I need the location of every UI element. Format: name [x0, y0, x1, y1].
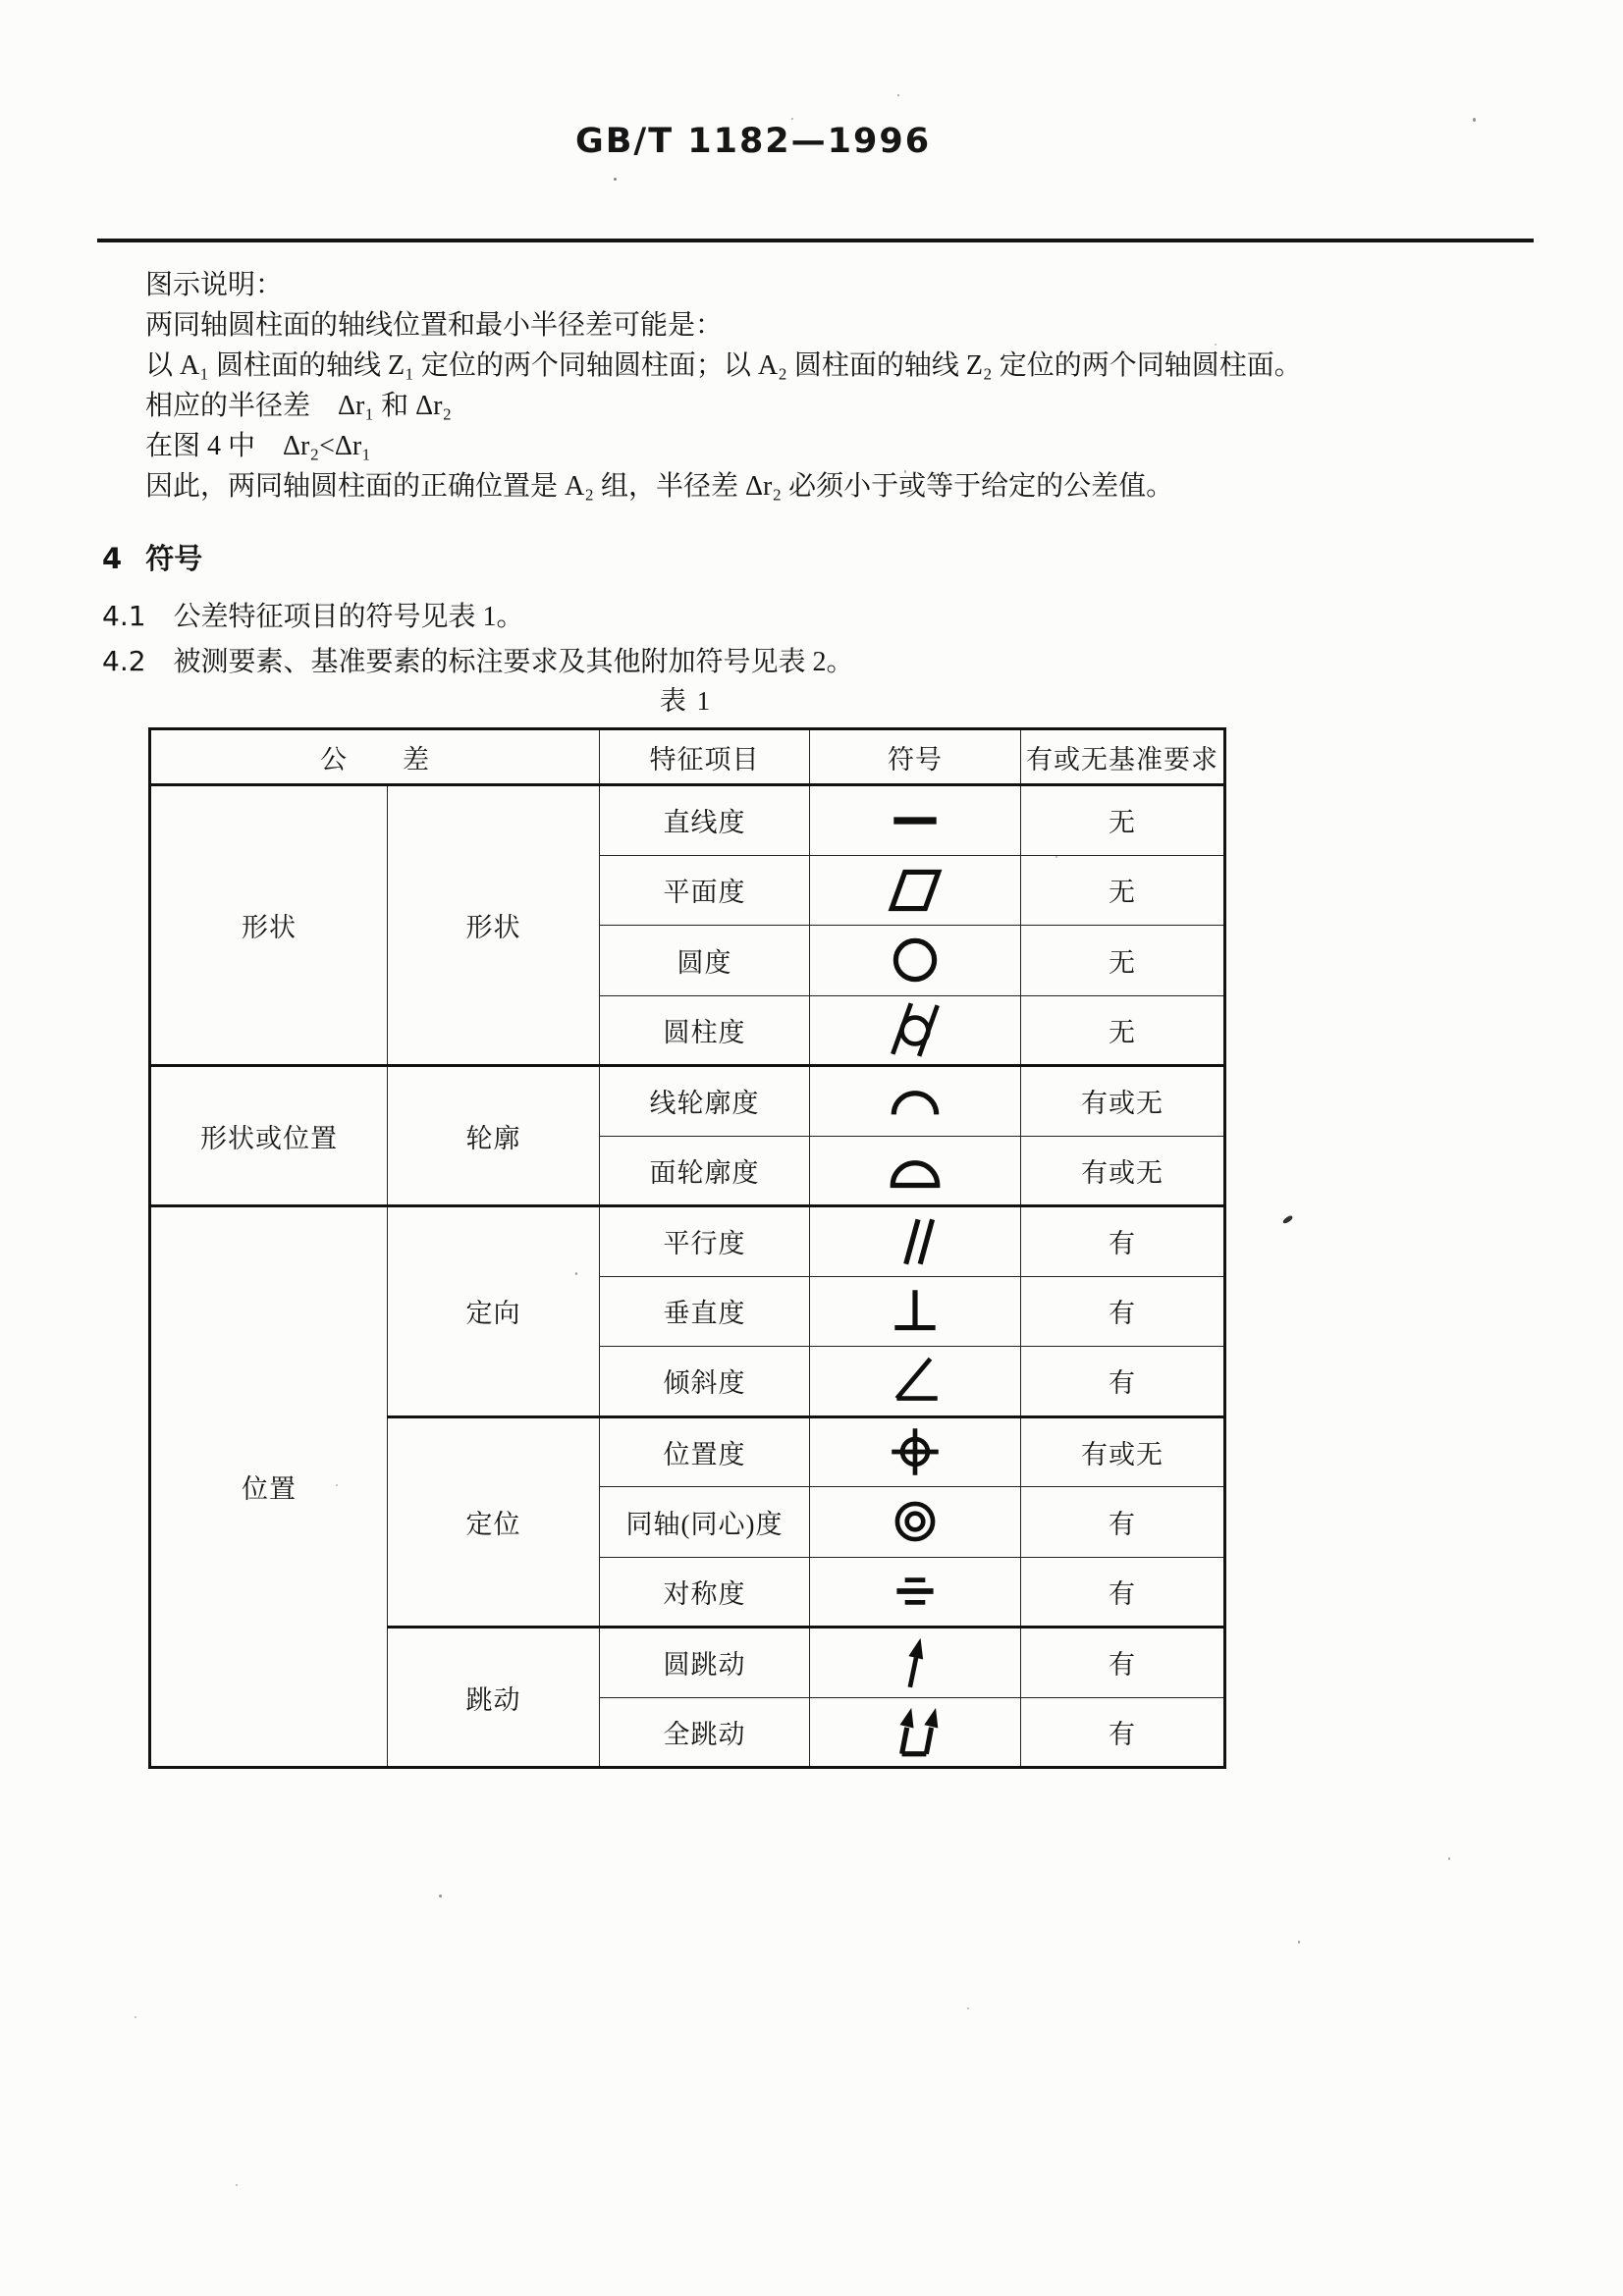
feature-name-cell: 圆跳动 — [600, 1628, 810, 1698]
symmetry-icon — [885, 1561, 946, 1622]
intro-line: 图示说明： — [145, 270, 284, 300]
datum-requirement-cell: 有 — [1021, 1347, 1225, 1417]
intro-line: 相应的半径差 Δr₁ 和 Δr₂ — [145, 391, 453, 421]
feature-name-cell: 圆度 — [600, 926, 810, 996]
col-header-symbol: 符号 — [810, 729, 1021, 785]
clause-4-1 — [102, 595, 524, 634]
profile-of-surface-icon — [885, 1140, 946, 1201]
symbol-cell — [810, 1066, 1021, 1137]
tolerance-class-cell: 位置 — [150, 1206, 388, 1768]
feature-name-cell: 位置度 — [600, 1416, 810, 1487]
symbol-cell — [810, 1697, 1021, 1768]
table-row — [150, 785, 1225, 856]
scan-speck — [575, 1272, 577, 1275]
clause-text: 被测要素、基准要素的标注要求及其他附加符号见表 2。 — [173, 647, 854, 677]
datum-requirement-cell: 有或无 — [1021, 1066, 1225, 1137]
scan-speck — [1298, 1941, 1300, 1944]
scan-speck — [1473, 118, 1476, 122]
scan-speck — [1215, 344, 1217, 346]
datum-requirement-cell: 无 — [1021, 926, 1225, 996]
scan-speck — [791, 118, 793, 120]
section-heading — [102, 537, 202, 577]
tolerance-symbols-table — [148, 727, 1226, 1769]
clause-number: 4.1 — [102, 600, 146, 632]
coaxiality-icon — [885, 1491, 946, 1552]
intro-line: 在图 4 中 Δr₂<Δr₁ — [145, 431, 371, 461]
tolerance-subclass-cell: 形状 — [388, 785, 600, 1066]
table-row — [150, 1066, 1225, 1137]
feature-name-cell: 垂直度 — [600, 1276, 810, 1347]
datum-requirement-cell: 有 — [1021, 1487, 1225, 1558]
scan-speck — [135, 2016, 136, 2018]
datum-requirement-cell: 无 — [1021, 855, 1225, 926]
feature-name-cell: 直线度 — [600, 785, 810, 856]
circular-runout-icon — [885, 1632, 946, 1693]
table1-body — [150, 785, 1225, 1768]
datum-requirement-cell: 无 — [1021, 995, 1225, 1066]
datum-requirement-cell: 有 — [1021, 1697, 1225, 1768]
scan-speck — [1448, 1857, 1450, 1860]
scan-speck — [236, 2184, 238, 2186]
scan-speck — [904, 470, 906, 473]
feature-name-cell: 全跳动 — [600, 1697, 810, 1768]
symbol-cell — [810, 926, 1021, 996]
scan-speck — [897, 94, 899, 96]
profile-of-line-icon — [885, 1071, 946, 1132]
straightness-icon — [885, 790, 946, 851]
datum-requirement-cell: 有 — [1021, 1276, 1225, 1347]
intro-line: 因此，两同轴圆柱面的正确位置是 A₂ 组，半径差 Δr₂ 必须小于或等于给定的公差值。 — [145, 471, 1174, 502]
feature-name-cell: 对称度 — [600, 1557, 810, 1628]
datum-requirement-cell: 有 — [1021, 1557, 1225, 1628]
clause-number: 4.2 — [102, 645, 146, 677]
intro-paragraphs — [145, 265, 1540, 507]
datum-requirement-cell: 有或无 — [1021, 1416, 1225, 1487]
col-header-tolerance: 公 差 — [150, 729, 600, 785]
section-title: 符号 — [145, 544, 203, 575]
datum-requirement-cell: 有 — [1021, 1628, 1225, 1698]
tolerance-subclass-cell: 定向 — [388, 1206, 600, 1417]
flatness-icon — [885, 860, 946, 921]
feature-name-cell: 平面度 — [600, 855, 810, 926]
symbol-cell — [810, 1206, 1021, 1277]
scan-speck — [336, 1484, 338, 1486]
symbol-cell — [810, 785, 1021, 856]
table-header-row — [150, 729, 1225, 785]
symbol-cell — [810, 855, 1021, 926]
feature-name-cell: 线轮廓度 — [600, 1066, 810, 1137]
symbol-cell — [810, 1628, 1021, 1698]
symbol-cell — [810, 1487, 1021, 1558]
roundness-icon — [885, 930, 946, 990]
clause-text: 公差特征项目的符号见表 1。 — [173, 602, 524, 632]
table-row — [150, 1206, 1225, 1277]
scan-speck — [1055, 856, 1057, 858]
datum-requirement-cell: 有或无 — [1021, 1136, 1225, 1206]
section-number: 4 — [102, 542, 123, 575]
scan-speck — [967, 2007, 969, 2009]
feature-name-cell: 平行度 — [600, 1206, 810, 1277]
perpendicularity-icon — [885, 1281, 946, 1342]
angularity-icon — [885, 1351, 946, 1412]
symbol-cell — [810, 1136, 1021, 1206]
datum-requirement-cell: 有 — [1021, 1206, 1225, 1277]
intro-line: 两同轴圆柱面的轴线位置和最小半径差可能是： — [145, 310, 724, 341]
symbol-cell — [810, 1347, 1021, 1417]
standard-code: GB/T 1182—1996 — [575, 122, 932, 161]
feature-name-cell: 圆柱度 — [600, 995, 810, 1066]
col-header-datum: 有或无基准要求 — [1021, 729, 1225, 785]
total-runout-icon — [885, 1701, 946, 1762]
datum-requirement-cell: 无 — [1021, 785, 1225, 856]
scan-speck — [1282, 1214, 1294, 1224]
symbol-cell — [810, 1416, 1021, 1487]
table-caption: 表 1 — [659, 686, 713, 716]
symbol-cell — [810, 1276, 1021, 1347]
scan-speck — [439, 1895, 442, 1897]
col-header-feature: 特征项目 — [600, 729, 810, 785]
feature-name-cell: 同轴(同心)度 — [600, 1487, 810, 1558]
scan-speck — [614, 178, 617, 181]
feature-name-cell: 倾斜度 — [600, 1347, 810, 1417]
clause-4-2 — [102, 640, 854, 679]
symbol-cell — [810, 995, 1021, 1066]
symbol-cell — [810, 1557, 1021, 1628]
tolerance-subclass-cell: 轮廓 — [388, 1066, 600, 1206]
cylindricity-icon — [885, 999, 946, 1060]
tolerance-subclass-cell: 跳动 — [388, 1628, 600, 1768]
intro-line: 以 A₁ 圆柱面的轴线 Z₁ 定位的两个同轴圆柱面；以 A₂ 圆柱面的轴线 Z₂ 定位的两个同轴圆柱面。 — [145, 350, 1302, 381]
tolerance-class-cell: 形状 — [150, 785, 388, 1066]
tolerance-class-cell: 形状或位置 — [150, 1066, 388, 1206]
header-rule — [97, 239, 1534, 242]
tolerance-subclass-cell: 定位 — [388, 1416, 600, 1628]
position-icon — [885, 1421, 946, 1482]
parallelism-icon — [885, 1211, 946, 1272]
feature-name-cell: 面轮廓度 — [600, 1136, 810, 1206]
